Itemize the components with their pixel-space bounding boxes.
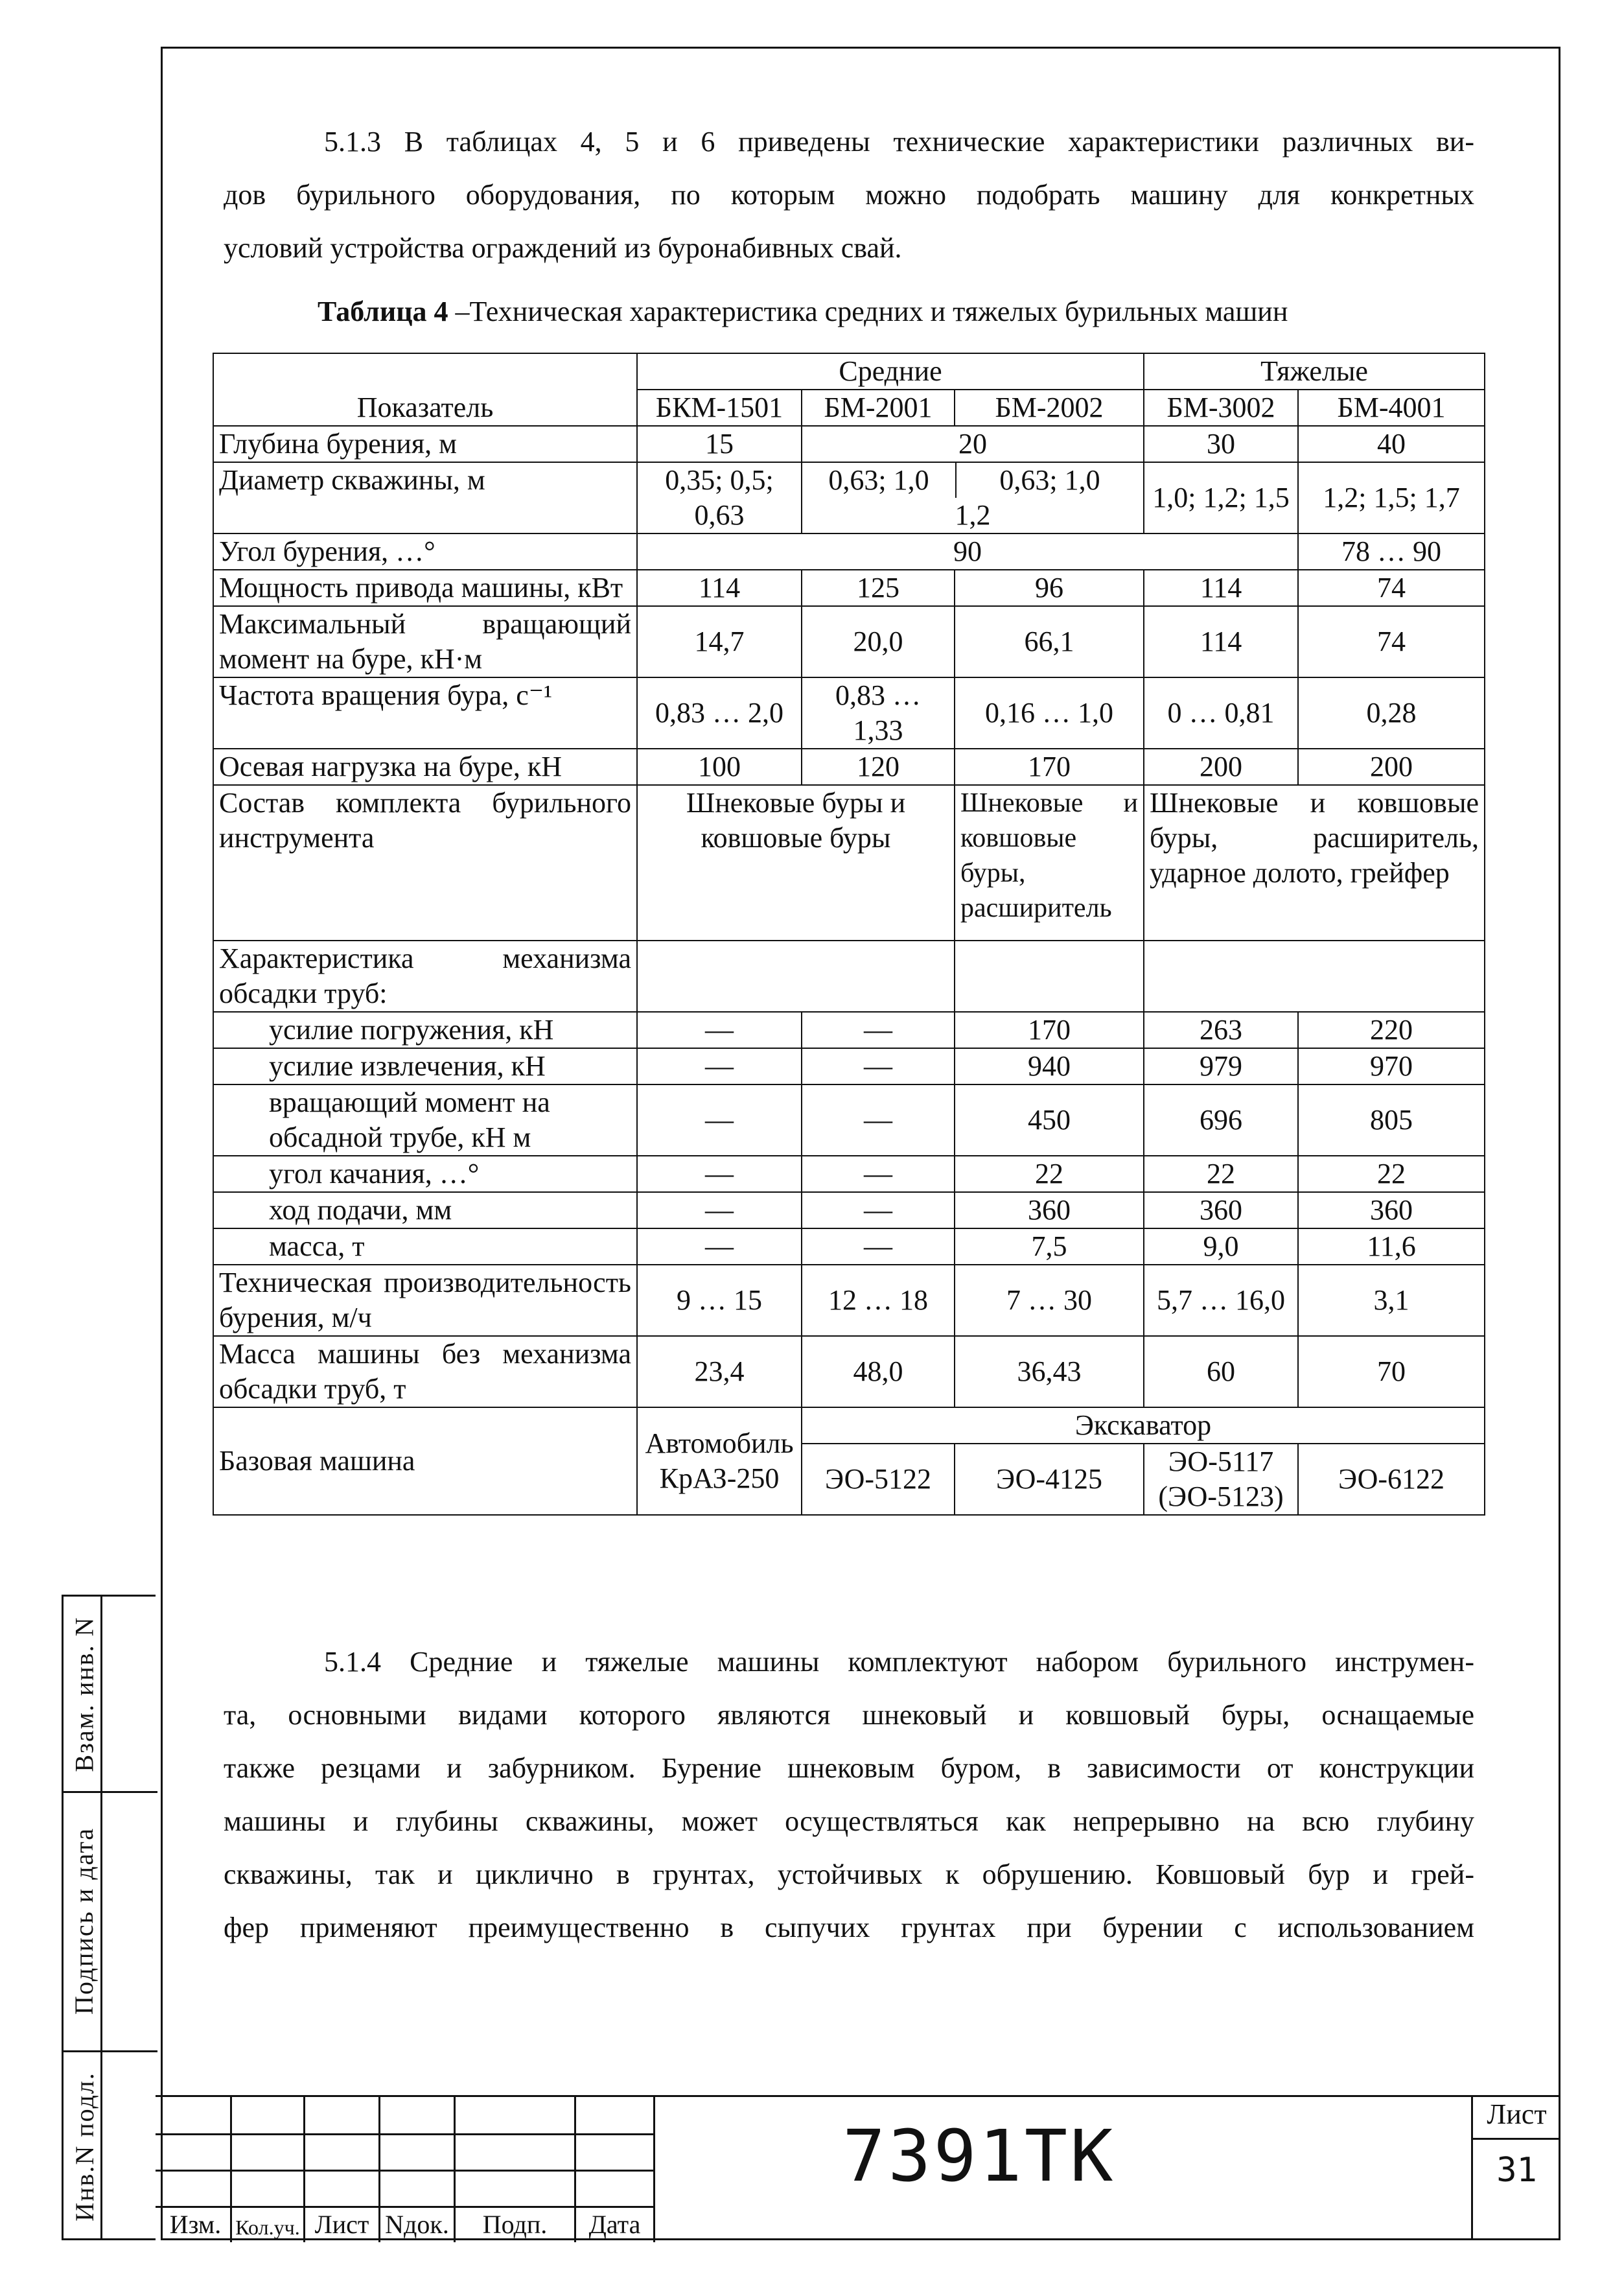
cell: 0 … 0,81 bbox=[1144, 677, 1298, 749]
spec-table bbox=[213, 353, 1485, 1516]
cell: 60 bbox=[1144, 1336, 1298, 1407]
cell: 9 … 15 bbox=[637, 1265, 802, 1336]
cell: — bbox=[802, 1012, 955, 1048]
row-label: Техническая производительность бурения, м/ч bbox=[213, 1265, 637, 1336]
row-label: вращающий момент на обсадной трубе, кН м bbox=[213, 1084, 637, 1156]
text-line: та, основными видами которого являются шнековый и ковшовый буры, оснащаемые bbox=[224, 1699, 1474, 1731]
cell: 3,1 bbox=[1298, 1265, 1485, 1336]
text-line: дов бурильного оборудования, по которым можно подобрать машину для конкретных bbox=[224, 179, 1474, 211]
cell: — bbox=[637, 1228, 802, 1265]
model-name: БКМ-1501 bbox=[637, 390, 802, 426]
side-label-inv-vzam: Взам. инв. N bbox=[69, 1615, 99, 1772]
cell: 0,83 … 2,0 bbox=[637, 677, 802, 749]
cell: 12 … 18 bbox=[802, 1265, 955, 1336]
cell: 90 bbox=[637, 533, 1298, 570]
cell: Шнековые и ковшовые буры, расширитель, ударное долото, грейфер bbox=[1144, 785, 1485, 941]
cell: 70 bbox=[1298, 1336, 1485, 1407]
cell: 125 bbox=[802, 570, 955, 606]
cell: 15 bbox=[637, 426, 802, 462]
model-name: БМ-2001 bbox=[802, 390, 955, 426]
sheet-label: Лист bbox=[1487, 2098, 1547, 2130]
table-row bbox=[213, 1156, 1485, 1192]
row-label: ход подачи, мм bbox=[213, 1192, 637, 1228]
cell: 114 bbox=[637, 570, 802, 606]
cell: — bbox=[802, 1048, 955, 1084]
sheet-number: 31 bbox=[1496, 2151, 1537, 2190]
cell: 805 bbox=[1298, 1084, 1485, 1156]
cell bbox=[955, 941, 1144, 1012]
cell: ЭО-5117 (ЭО-5123) bbox=[1144, 1444, 1298, 1515]
tb-label-ndok: Nдок. bbox=[385, 2210, 449, 2239]
cell: 940 bbox=[955, 1048, 1144, 1084]
cell: 170 bbox=[955, 749, 1144, 785]
paragraph-5-1-3 bbox=[224, 115, 1474, 275]
cell: 78 … 90 bbox=[1298, 533, 1485, 570]
text-line: 5.1.4 Средние и тяжелые машины комплектуют набором бурильного инструмен- bbox=[324, 1646, 1474, 1678]
table-row bbox=[213, 570, 1485, 606]
table-row bbox=[213, 677, 1485, 749]
table-row bbox=[213, 533, 1485, 570]
title-block-divider bbox=[653, 2097, 655, 2242]
tb-label-podp: Подп. bbox=[482, 2210, 548, 2239]
row-label: усилие извлечения, кН bbox=[213, 1048, 637, 1084]
tb-label-kol-uch: Кол.уч. bbox=[235, 2216, 300, 2239]
table-row bbox=[213, 462, 1485, 533]
cell: 263 bbox=[1144, 1012, 1298, 1048]
table-row bbox=[213, 1228, 1485, 1265]
table-row bbox=[213, 606, 1485, 677]
cell: 1,2; 1,5; 1,7 bbox=[1298, 462, 1485, 533]
cell: 74 bbox=[1298, 570, 1485, 606]
row-label: Мощность привода машины, кВт bbox=[213, 570, 637, 606]
row-label: угол качания, …° bbox=[213, 1156, 637, 1192]
table-row bbox=[213, 1084, 1485, 1156]
sheet-divider bbox=[1473, 2138, 1560, 2140]
row-label: Частота вращения бура, с⁻¹ bbox=[213, 677, 637, 749]
text-line: скважины, так и циклично в грунтах, устойчивых к обрушению. Ковшовый бур и грей- bbox=[224, 1858, 1474, 1890]
cell-pair bbox=[802, 462, 1144, 533]
cell: — bbox=[637, 1156, 802, 1192]
cell: 7 … 30 bbox=[955, 1265, 1144, 1336]
cell: — bbox=[637, 1012, 802, 1048]
cell: 11,6 bbox=[1298, 1228, 1485, 1265]
row-label: Максимальный вращающий момент на буре, кН·м bbox=[213, 606, 637, 677]
table-row bbox=[213, 1265, 1485, 1336]
cell: 0,35; 0,5; 0,63 bbox=[637, 462, 802, 533]
row-label: масса, т bbox=[213, 1228, 637, 1265]
cell: 14,7 bbox=[637, 606, 802, 677]
model-name: БМ-3002 bbox=[1144, 390, 1298, 426]
cell: 114 bbox=[1144, 606, 1298, 677]
table-row bbox=[213, 1336, 1485, 1407]
header-indicator: Показатель bbox=[213, 353, 637, 426]
cell: 40 bbox=[1298, 426, 1485, 462]
cell: 360 bbox=[955, 1192, 1144, 1228]
cell: 5,7 … 16,0 bbox=[1144, 1265, 1298, 1336]
cell: — bbox=[802, 1228, 955, 1265]
cell: — bbox=[637, 1192, 802, 1228]
cell: — bbox=[637, 1084, 802, 1156]
sheet-box bbox=[1471, 2095, 1560, 2240]
cell: 100 bbox=[637, 749, 802, 785]
cell: 22 bbox=[1298, 1156, 1485, 1192]
cell: 1,0; 1,2; 1,5 bbox=[1144, 462, 1298, 533]
text-line: 5.1.3 В таблицах 4, 5 и 6 приведены технические характеристики различных ви- bbox=[324, 126, 1474, 158]
tb-label-data: Дата bbox=[588, 2210, 641, 2239]
cell: 22 bbox=[955, 1156, 1144, 1192]
table-caption-title: –Техническая характеристика средних и тяжелых бурильных машин bbox=[448, 296, 1288, 327]
cell: Автомобиль КрАЗ-250 bbox=[637, 1407, 802, 1515]
table-row bbox=[213, 785, 1485, 941]
cell: — bbox=[802, 1156, 955, 1192]
cell bbox=[1144, 941, 1485, 1012]
table-row bbox=[213, 749, 1485, 785]
table-row bbox=[213, 1407, 1485, 1444]
table-row bbox=[213, 426, 1485, 462]
cell: Шнековые и ковшовые буры, расширитель bbox=[955, 785, 1144, 941]
row-label: Угол бурения, …° bbox=[213, 533, 637, 570]
document-number: 7391ТК bbox=[842, 2115, 1116, 2197]
table-caption-number: Таблица 4 bbox=[318, 296, 448, 327]
cell: 0,63; 1,0 bbox=[828, 464, 929, 496]
row-label: усилие погружения, кН bbox=[213, 1012, 637, 1048]
cell: 1,2 bbox=[955, 499, 991, 531]
cell: 170 bbox=[955, 1012, 1144, 1048]
side-label-sign-date: Подпись и дата bbox=[69, 1827, 99, 2015]
cell: Шнековые буры и ковшовые буры bbox=[637, 785, 955, 941]
row-label: Состав комплекта бурильного инструмента bbox=[213, 785, 637, 941]
table-row bbox=[213, 941, 1485, 1012]
cell: — bbox=[802, 1192, 955, 1228]
paragraph-5-1-4 bbox=[224, 1635, 1474, 1954]
row-label: Масса машины без механизма обсадки труб, т bbox=[213, 1336, 637, 1407]
row-label: Глубина бурения, м bbox=[213, 426, 637, 462]
table-header-row bbox=[213, 353, 1485, 390]
cell: 23,4 bbox=[637, 1336, 802, 1407]
tb-label-izm: Изм. bbox=[169, 2210, 222, 2239]
cell: 979 bbox=[1144, 1048, 1298, 1084]
table-row bbox=[213, 1192, 1485, 1228]
cell: 450 bbox=[955, 1084, 1144, 1156]
cell: 200 bbox=[1144, 749, 1298, 785]
cell: 0,16 … 1,0 bbox=[955, 677, 1144, 749]
cell: 970 bbox=[1298, 1048, 1485, 1084]
cell: 220 bbox=[1298, 1012, 1485, 1048]
side-stamp bbox=[62, 1595, 156, 2240]
row-label: Характеристика механизма обсадки труб: bbox=[213, 941, 637, 1012]
row-label: Диаметр скважины, м bbox=[213, 462, 637, 533]
cell: 36,43 bbox=[955, 1336, 1144, 1407]
text-line: машины и глубины скважины, может осуществляться как непрерывно на всю глубину bbox=[224, 1805, 1474, 1837]
row-label: Базовая машина bbox=[213, 1407, 637, 1515]
cell: 0,63; 1,0 bbox=[955, 463, 1143, 498]
cell: 120 bbox=[802, 749, 955, 785]
cell: 9,0 bbox=[1144, 1228, 1298, 1265]
cell: Экскаватор bbox=[802, 1407, 1485, 1444]
cell: 114 bbox=[1144, 570, 1298, 606]
text-line: фер применяют преимущественно в сыпучих грунтах при бурении с использованием bbox=[224, 1912, 1474, 1943]
cell: 30 bbox=[1144, 426, 1298, 462]
cell: 20 bbox=[802, 426, 1144, 462]
cell: 66,1 bbox=[955, 606, 1144, 677]
cell: 20,0 bbox=[802, 606, 955, 677]
cell: 96 bbox=[955, 570, 1144, 606]
text-line: условий устройства ограждений из буронабивных свай. bbox=[224, 232, 902, 264]
cell: ЭО-5122 bbox=[802, 1444, 955, 1515]
header-heavy: Тяжелые bbox=[1144, 353, 1485, 390]
table-caption bbox=[318, 295, 1288, 328]
cell: 200 bbox=[1298, 749, 1485, 785]
cell: 0,28 bbox=[1298, 677, 1485, 749]
title-block-grid bbox=[156, 2097, 653, 2242]
side-label-inv-podl: Инв.N подл. bbox=[69, 2071, 99, 2221]
cell: 696 bbox=[1144, 1084, 1298, 1156]
cell: 74 bbox=[1298, 606, 1485, 677]
header-medium: Средние bbox=[637, 353, 1144, 390]
cell: 360 bbox=[1144, 1192, 1298, 1228]
cell: ЭО-4125 bbox=[955, 1444, 1144, 1515]
cell: 0,83 … 1,33 bbox=[802, 677, 955, 749]
cell bbox=[637, 941, 955, 1012]
cell: ЭО-6122 bbox=[1298, 1444, 1485, 1515]
table-row bbox=[213, 1012, 1485, 1048]
tb-label-list: Лист bbox=[314, 2210, 369, 2239]
cell: 360 bbox=[1298, 1192, 1485, 1228]
cell: 48,0 bbox=[802, 1336, 955, 1407]
cell: 22 bbox=[1144, 1156, 1298, 1192]
model-name: БМ-2002 bbox=[955, 390, 1144, 426]
cell: 7,5 bbox=[955, 1228, 1144, 1265]
table-row bbox=[213, 1048, 1485, 1084]
row-label: Осевая нагрузка на буре, кН bbox=[213, 749, 637, 785]
cell: — bbox=[802, 1084, 955, 1156]
model-name: БМ-4001 bbox=[1298, 390, 1485, 426]
text-line: также резцами и забурником. Бурение шнековым буром, в зависимости от конструкции bbox=[224, 1752, 1474, 1784]
cell: — bbox=[637, 1048, 802, 1084]
